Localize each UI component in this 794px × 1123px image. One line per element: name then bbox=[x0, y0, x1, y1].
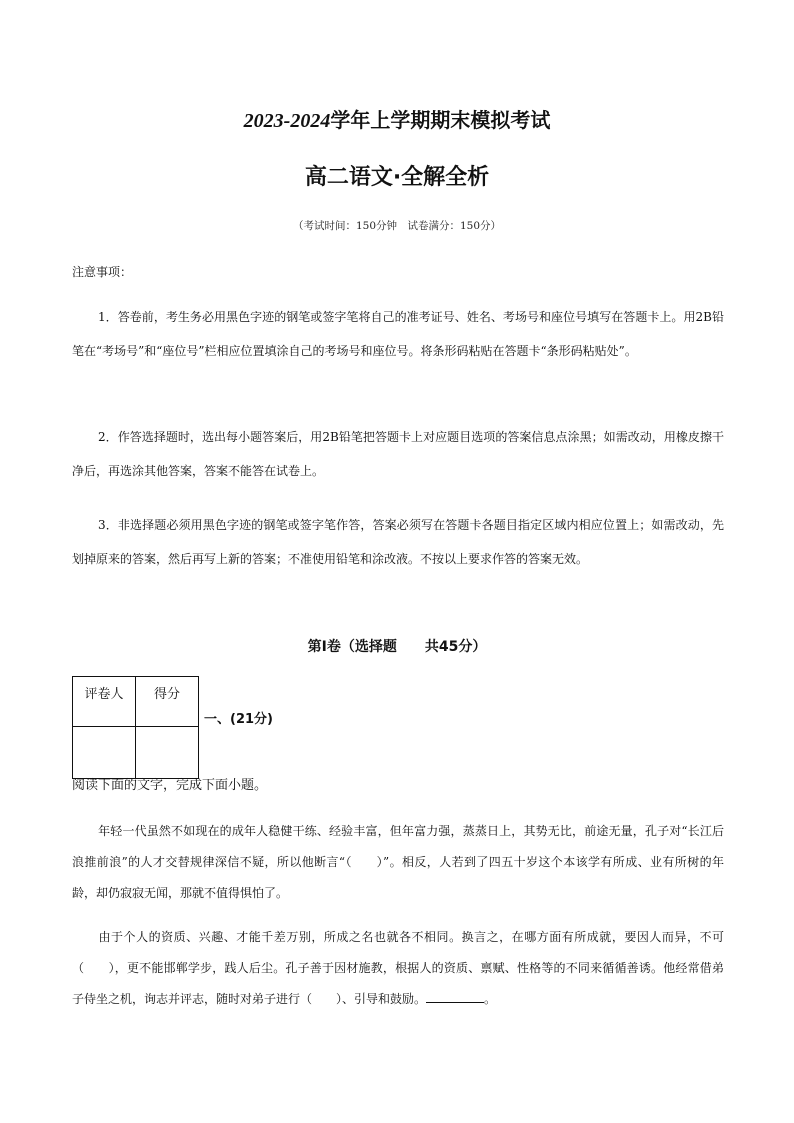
notice-item-1-text: 1．答卷前，考生务必用黑色字迹的钢笔或签字笔将自己的准考证号、姓名、考场号和座位号填写在答题卡上。用2B铅笔在“考场号”和“座位号”栏相应位置填涂自己的考场号和座位号。将条形码粘贴在答题卡“条形码粘贴处”。 bbox=[72, 310, 724, 358]
part-label: 一、(21分) bbox=[204, 712, 273, 727]
exam-subtitle: 高二语文·全解全析 bbox=[304, 165, 490, 190]
fill-in-blank bbox=[426, 990, 484, 1003]
score-table-grader-cell bbox=[73, 727, 136, 779]
passage-paragraph-2-text: 由于个人的资质、兴趣、才能千差万别，所成之名也就各不相同。换言之，在哪方面有所成就，要因人而异，不可（ ），更不能邯郸学步，践人后尘。孔子善于因材施教，根据人的资质、禀赋、性格等的不同来循循善诱。他经常借弟子侍坐之机，询志并评志，随时对弟子进行（ ）、引导和鼓励。 bbox=[72, 930, 724, 1006]
score-table-score-header: 得分 bbox=[136, 677, 199, 727]
score-table bbox=[72, 676, 199, 779]
notice-item-2-text: 2．作答选择题时，选出每小题答案后，用2B铅笔把答题卡上对应题目选项的答案信息点涂黑；如需改动，用橡皮擦干净后，再选涂其他答案，答案不能答在试卷上。 bbox=[72, 430, 724, 478]
exam-title-text: 学年上学期期末模拟考试 bbox=[330, 108, 551, 132]
exam-year: 2023-2024 bbox=[243, 110, 331, 132]
passage-paragraph-2 bbox=[72, 922, 724, 1015]
passage-paragraph-1 bbox=[72, 816, 724, 909]
notice-item-3 bbox=[72, 508, 724, 576]
exam-info: （考试时间：150分钟 试卷满分：150分） bbox=[292, 220, 502, 232]
score-table-score-cell bbox=[136, 727, 199, 779]
exam-title bbox=[0, 104, 794, 133]
passage-paragraph-2-end: 。 bbox=[484, 992, 497, 1006]
reading-instruction: 阅读下面的文字，完成下面小题。 bbox=[72, 778, 268, 793]
notice-item-1 bbox=[72, 300, 724, 368]
notice-item-3-text: 3．非选择题必须用黑色字迹的钢笔或签字笔作答，答案必须写在答题卡各题目指定区域内相应位置上；如需改动，先划掉原来的答案，然后再写上新的答案；不准使用铅笔和涂改液。不按以上要求作答的答案无效。 bbox=[72, 518, 724, 566]
passage-paragraph-1-text: 年轻一代虽然不如现在的成年人稳健干练、经验丰富，但年富力强，蒸蒸日上，其势无比，前途无量，孔子对“长江后浪推前浪”的人才交替规律深信不疑，所以他断言“（ ）”。相反，人若到了四五十岁这个本该学有所成、业有所树的年龄，却仍寂寂无闻，那就不值得惧怕了。 bbox=[72, 824, 724, 900]
notice-item-2 bbox=[72, 420, 724, 488]
notice-heading: 注意事项： bbox=[72, 265, 133, 279]
section-title: 第Ⅰ卷（选择题 共45分） bbox=[307, 639, 487, 655]
score-table-grader-header: 评卷人 bbox=[73, 677, 136, 727]
